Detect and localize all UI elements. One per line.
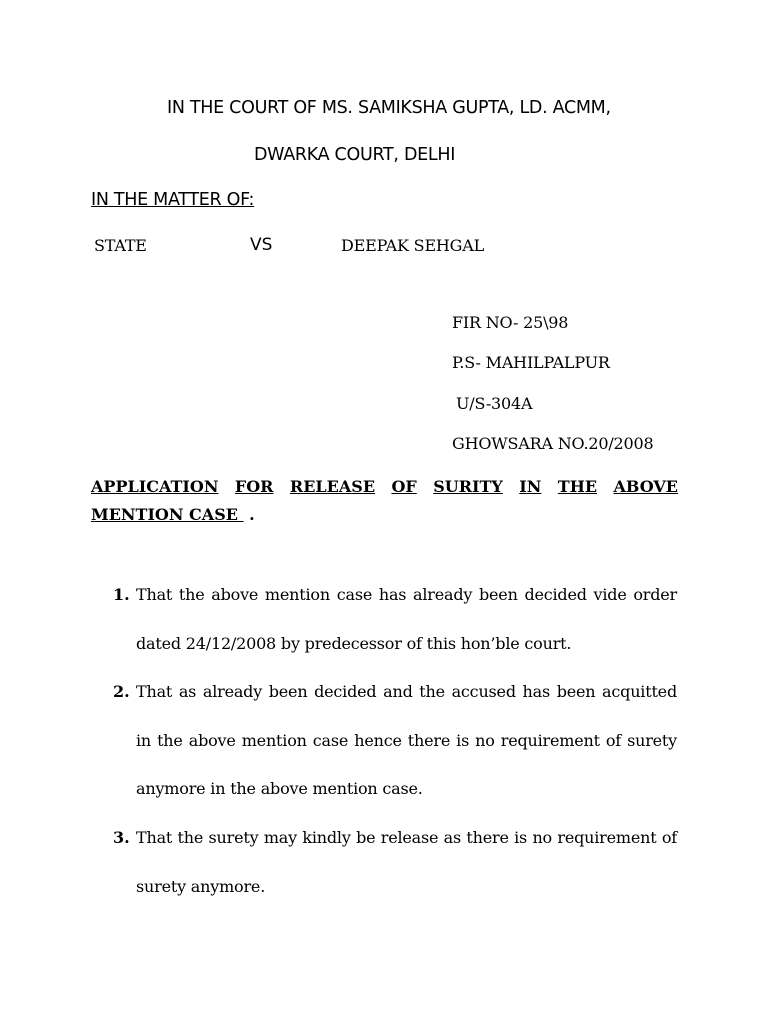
- application-title-word: FOR: [234, 477, 274, 496]
- party-complainant: STATE: [94, 236, 147, 255]
- court-heading-line1: IN THE COURT OF MS. SAMIKSHA GUPTA, LD. ACMM,: [167, 98, 611, 118]
- matter-heading: IN THE MATTER OF:: [91, 190, 255, 210]
- application-title-line2: [91, 505, 255, 524]
- ghowsara-number: GHOWSARA NO.20/2008: [452, 434, 654, 453]
- paragraph-3-text: That the surety may kindly be release as there is no requirement of surety anymore.: [136, 828, 677, 896]
- party-accused: DEEPAK SEHGAL: [341, 236, 485, 255]
- application-title-word: RELEASE: [289, 477, 376, 496]
- court-heading-line2: DWARKA COURT, DELHI: [254, 145, 456, 165]
- application-title-word: SURITY: [433, 477, 503, 496]
- application-title-word: IN: [519, 477, 542, 496]
- application-title-word: OF: [391, 477, 417, 496]
- paragraph-3-number: 3.: [113, 828, 130, 847]
- police-station: P.S- MAHILPALPUR: [452, 353, 610, 372]
- application-title-word: ABOVE: [613, 477, 678, 496]
- paragraph-2-number: 2.: [113, 682, 130, 701]
- party-versus: VS: [250, 235, 273, 255]
- fir-number: FIR NO- 25\98: [452, 313, 569, 332]
- section-number: U/S-304A: [456, 394, 533, 413]
- application-title-underlined: MENTION CASE: [91, 505, 244, 524]
- application-title-word: THE: [557, 477, 598, 496]
- paragraph-2-text: That as already been decided and the accused has been acquitted in the above mention case hence there is no requirement of surety anymore in the above mention case.: [136, 682, 677, 798]
- application-title-word: APPLICATION: [91, 477, 219, 496]
- application-title-period: .: [243, 505, 255, 524]
- paragraph-1-text: That the above mention case has already been decided vide order dated 24/12/2008 by predecessor of this hon’ble court.: [136, 585, 677, 653]
- paragraph-1-number: 1.: [113, 585, 130, 604]
- application-title-line1: [91, 477, 678, 496]
